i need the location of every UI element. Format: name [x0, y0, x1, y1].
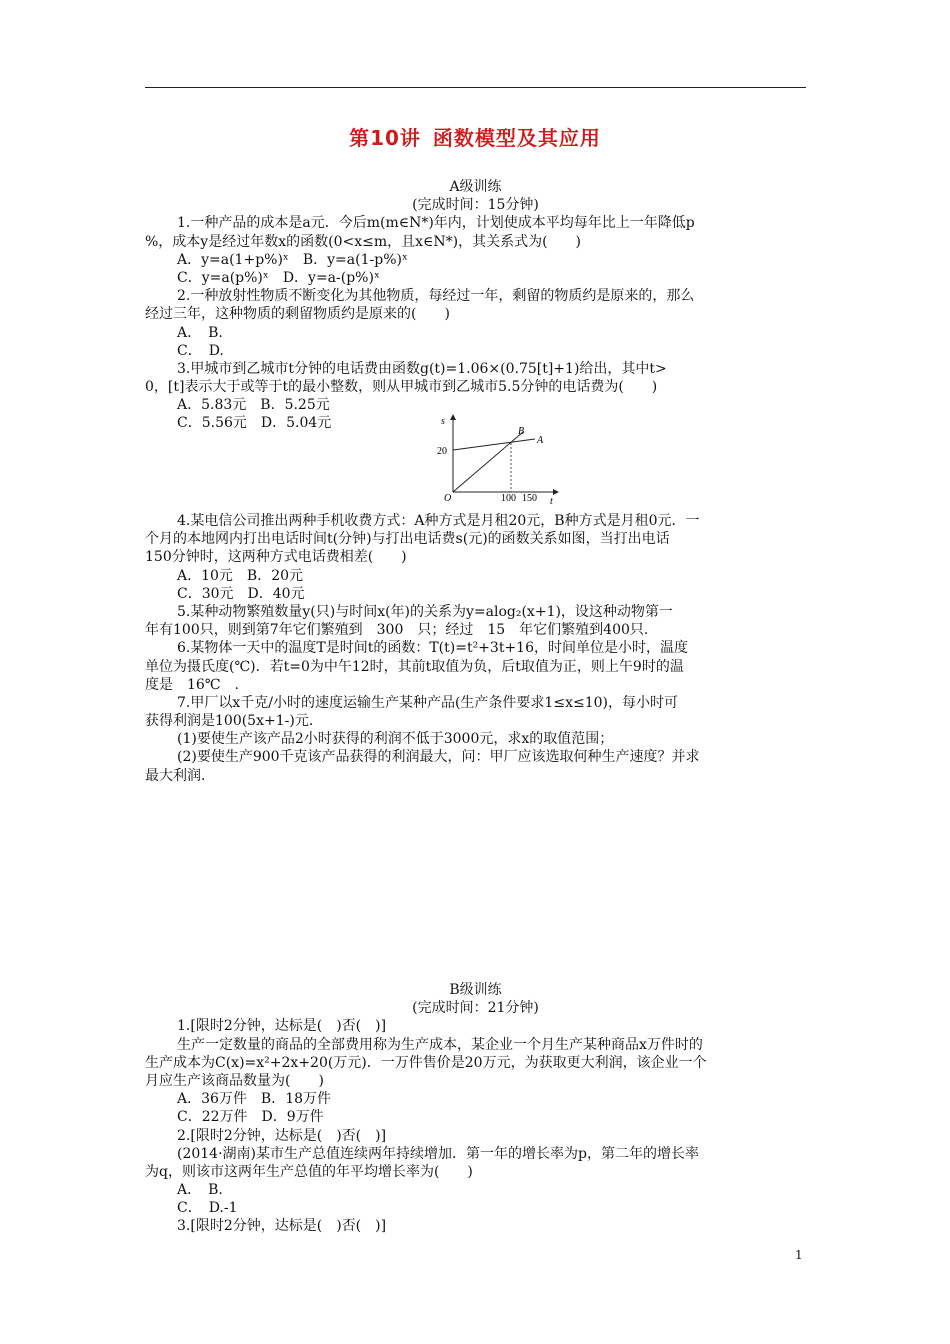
a2-line-7: 6.某物体一天中的温度T是时间t的函数：T(t)=t²+3t+16，时间单位是小时，温度 — [177, 640, 688, 657]
a2-line-3: A．10元 B．20元 — [177, 567, 304, 584]
section-a — [145, 178, 806, 433]
line-a-label: A — [537, 435, 544, 446]
a2-line-0: 4.某电信公司推出两种手机收费方式：A种方式是月租20元，B种方式是月租0元．一 — [177, 513, 700, 529]
a2-line-9: 度是 16℃ . — [145, 676, 239, 693]
a-line-0: 1.一种产品的成本是a元．今后m(m∈N*)年内，计划使成本平均每年比上一年降低p — [177, 215, 695, 232]
origin-label: O — [444, 493, 452, 504]
section-a-time: (完成时间：15分钟) — [412, 197, 539, 214]
a2-line-5: 5.某种动物繁殖数量y(只)与时间x(年)的关系为y=alog₂(x+1)，设这种动物第一 — [177, 603, 673, 620]
t-axis-arrow — [553, 489, 559, 495]
y-tick-20: 20 — [437, 446, 447, 457]
b-line-0: 1.[限时2分钟，达标是( )否( )] — [177, 1018, 387, 1035]
b-line-4: A．36万件 B．18万件 — [177, 1091, 332, 1108]
a-line-1: %，成本y是经过年数x的函数(0<x≤m，且x∈N*)，其关系式为( ) — [145, 233, 582, 250]
a-line-9: 0，[t]表示大于或等于t的最小整数，则从甲城市到乙城市5.5分钟的电话费为( ) — [145, 379, 658, 396]
a-line-3: C．y=a(p%)ˣ D．y=a-(p%)ˣ — [177, 269, 380, 286]
s-axis-arrow — [450, 414, 456, 420]
section-b-time: (完成时间：21分钟) — [412, 1000, 539, 1017]
a-line-4: 2.一种放射性物质不断变化为其他物质，每经过一年，剩留的物质约是原来的，那么 — [177, 288, 695, 305]
a2-line-13: (2)要使生产900千克该产品获得的利润最大，问：甲厂应该选取何种生产速度？并求 — [177, 749, 700, 766]
b-line-2: 生产成本为C(x)=x²+2x+20(万元)．一万件售价是20万元，为获取更大利润，该企业一个 — [145, 1054, 707, 1071]
b-line-9: A． B. — [177, 1182, 223, 1199]
t-axis-label: t — [550, 496, 553, 507]
fee-graph — [425, 412, 560, 507]
a2-line-4: C．30元 D．40元 — [177, 585, 305, 602]
a2-line-12: (1)要使生产该产品2小时获得的利润不低于3000元，求x的取值范围； — [177, 731, 614, 748]
a-line-7: C． D. — [177, 342, 224, 359]
b-line-5: C．22万件 D．9万件 — [177, 1109, 324, 1126]
line-b — [453, 432, 523, 492]
header-rule — [145, 87, 806, 88]
b-line-7: (2014·湖南)某市生产总值连续两年持续增加．第一年的增长率为p，第二年的增长率 — [177, 1145, 699, 1162]
a-line-2: A．y=a(1+p%)ˣ B．y=a(1-p%)ˣ — [177, 251, 408, 268]
x-tick-100: 100 — [501, 493, 516, 504]
a2-line-6: 年有100只，则到第7年它们繁殖到 300 只；经过 15 年它们繁殖到400只． — [145, 622, 658, 639]
a-line-8: 3.甲城市到乙城市t分钟的电话费由函数g(t)=1.06×(0.75[t]+1)给出，其中t> — [177, 360, 667, 377]
a-line-11: C．5.56元 D．5.04元 — [177, 415, 332, 432]
b-line-3: 月应生产该商品数量为( ) — [145, 1072, 324, 1089]
b-line-10: C． D.-1 — [177, 1200, 238, 1217]
a-line-6: A． B. — [177, 324, 223, 341]
section-a-heading: A级训练 — [449, 179, 502, 195]
b-line-1: 生产一定数量的商品的全部费用称为生产成本，某企业一个月生产某种商品x万件时的 — [177, 1036, 703, 1053]
b-line-11: 3.[限时2分钟，达标是( )否( )] — [177, 1218, 387, 1235]
section-a-continued — [145, 512, 806, 785]
a-line-5: 经过三年，这种物质的剩留物质约是原来的( ) — [145, 306, 450, 323]
question-4-figure — [425, 412, 560, 507]
title-lecture: 第10讲 — [349, 126, 421, 150]
s-axis-label: s — [441, 416, 445, 427]
a2-line-1: 个月的本地网内打出电话时间t(分钟)与打出电话费s(元)的函数关系如图，当打出电话 — [145, 531, 670, 548]
section-b-heading: B级训练 — [449, 982, 502, 998]
a2-line-10: 7.甲厂以x千克/小时的速度运输生产某种产品(生产条件要求1≤x≤10)，每小时可 — [177, 694, 678, 711]
a-line-10: A．5.83元 B．5.25元 — [177, 397, 330, 414]
page-number: 1 — [795, 1248, 803, 1262]
page-title — [0, 122, 950, 151]
title-topic: 函数模型及其应用 — [432, 126, 601, 150]
b-line-8: 为q，则该市这两年生产总值的年平均增长率为( ) — [145, 1163, 473, 1180]
b-line-6: 2.[限时2分钟，达标是( )否( )] — [177, 1127, 387, 1144]
line-b-label: B — [518, 426, 525, 437]
a2-line-8: 单位为摄氏度(℃)．若t=0为中午12时，其前t取值为负，后t取值为正，则上午9时的温 — [145, 658, 684, 675]
section-b — [145, 981, 806, 1236]
a2-line-14: 最大利润． — [145, 767, 215, 784]
x-tick-150: 150 — [522, 493, 537, 504]
a2-line-2: 150分钟时，这两种方式电话费相差( ) — [145, 549, 407, 566]
line-a — [453, 439, 535, 450]
a2-line-11: 获得利润是100(5x+1-)元． — [145, 713, 323, 730]
